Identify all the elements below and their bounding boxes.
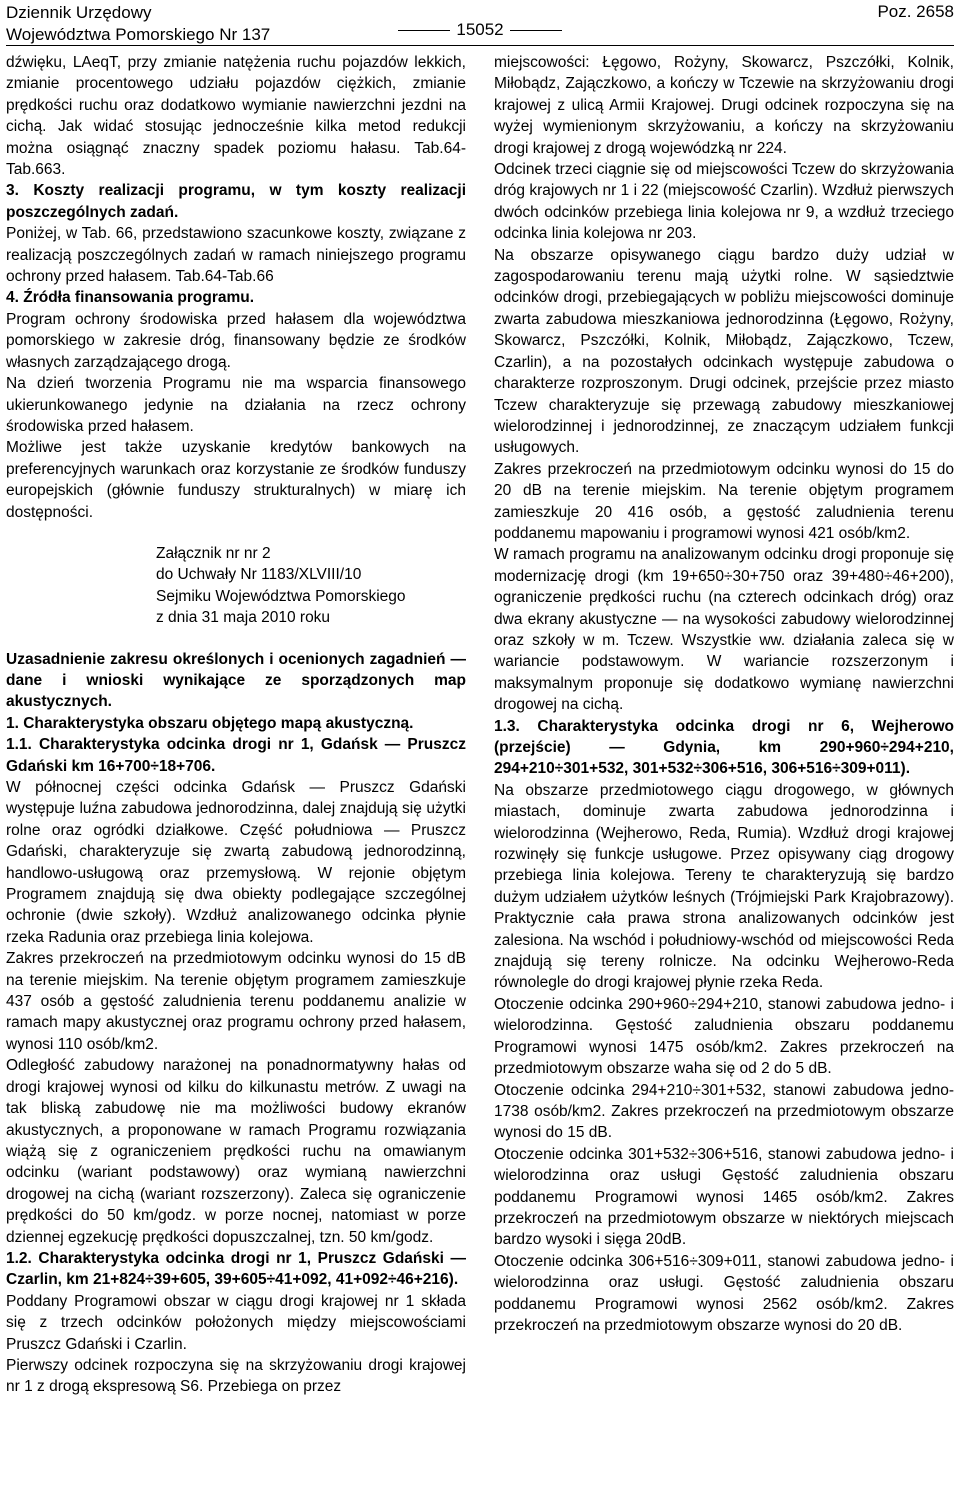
page-header	[6, 0, 954, 44]
paragraph: Program ochrony środowiska przed hałasem dla województwa pomorskiego w zakresie dróg, finansowany będzie ze środków własnych zarządzającego drogą.	[6, 310, 466, 371]
section-heading: 4. Źródła finansowania programu.	[6, 289, 255, 307]
header-rule	[6, 45, 954, 46]
annex-block	[156, 543, 466, 629]
paragraph: Otoczenie odcinka 294+210÷301+532, stanowi zabudowa jedno- 1738 osób/km2. Zakres przekroczeń na przedmiotowym obszarze wynosi do 15 dB.	[494, 1081, 954, 1142]
left-column-bottom	[6, 649, 466, 1398]
paragraph: W ramach programu na analizowanym odcinku drogi proponuje się modernizację drogi (km 19+650÷30+750 oraz 39+480÷46+200), ograniczenie prędkości ruchu (na czterech odcinkach dróg) oraz dwa ekrany akustyczne — na wysokości zabudowy wielorodzinnej oraz szkoły w m. Tczew. Wszystkie ww. działania zaleca się w wariancie podstawowym. W wariancie rozszerzonym i maksymalnym proponuje się dodatkowo wymianę nawierzchni drogowej na cichą.	[494, 546, 954, 714]
annex-line-2: do Uchwały Nr 1183/XLVIII/10	[156, 566, 362, 584]
section-heading: 1.1. Charakterystyka odcinka drogi nr 1, Gdańsk — Pruszcz Gdański km 16+700÷18+706.	[6, 736, 466, 775]
page-number: 15052	[456, 20, 504, 39]
paragraph: miejscowości: Łęgowo, Rożyny, Skowarcz, Pszczółki, Kolnik, Miłobądz, Zajączkowo, a kończy w Tczewie na skrzyżowaniu drogi krajowej z ulicą Armii Krajowej. Drugi odcinek rozpoczyna się na wyżej wymienionym skrzyżowaniu, a kończy na skrzyżowaniu drogi krajowej z drogą wojewódzką nr 224.	[494, 54, 954, 157]
paragraph: Poddany Programowi obszar w ciągu drogi krajowej nr 1 składa się z trzech odcinków położonych między miejscowościami Pruszcz Gdański i Czarlin.	[6, 1292, 466, 1353]
paragraph: Zakres przekroczeń na przedmiotowym odcinku wynosi do 15 do 20 dB na terenie miejskim. Na terenie objętym programem zamieszkuje 20 416 osób, a gęstość zaludnienia terenu poddanemu mapowaniu i programowi wynosi 421 osób/km2.	[494, 460, 954, 542]
paragraph: Odległość zabudowy narażonej na ponadnormatywny hałas od drogi krajowej wynosi od kilku do kilkunastu metrów. Z uwagi na tak bliską zabudowę nie ma możliwości budowy ekranów akustycznych, a proponowane w ramach Programu rozwiązania wiążą się z ograniczeniem prędkości ruchu na omawianym odcinku (wariant podstawowy) oraz wymianą nawierzchni drogowej na cichą (wariant rozszerzony). Zaleca się ograniczenie prędkości do 50 km/godz. w porze nocnej, natomiast w porze dziennej egzekucję prędkości dopuszczalnej, tzn. 50 km/godz.	[6, 1057, 466, 1246]
paragraph: Na obszarze opisywanego ciągu bardzo duży udział w zagospodarowaniu terenu mają użytki rolne. W sąsiedztwie odcinków drogi, przebiegających w pobliżu miejscowości dominuje zwarta zabudowa mieszkaniowa jednorodzinna (Łęgowo, Rożyny, Skowarcz, Pszczółki, Kolnik, Miłobądz, Zajączkowo, Tczew, Czarlin), a na pozostałych odcinkach występuje zabudowa o charakterze rozproszonym. Drugi odcinek, przejście przez miasto Tczew charakteryzuje się przewagą zabudowy mieszkaniowej wielorodzinnej i jednorodzinnej, ze znaczącym udziałem funkcji usługowych.	[494, 246, 954, 457]
paragraph: Na obszarze przedmiotowego ciągu drogowego, w głównych miastach, dominuje zwarta zabudowa jednorodzinna i wielorodzinna (Wejherowo, Reda, Rumia). Wzdłuż drogi krajowej rozwinęły się funkcje usługowe. Przez opisywany ciąg drogowy przebiega linia kolejowa. Tereny te charakteryzują się bardzo dużym udziałem użytków leśnych (Trójmiejski Park Krajobrazowy). Praktycznie cała prawa strona analizowanych odcinków jest zalesiona. Na wschód i południowy-wschód od miejscowości Reda znajdują się tereny rolnicze. Na odcinku Wejherowo-Reda równolegle do drogi krajowej płynie rzeka Reda.	[494, 781, 954, 992]
left-column-top	[6, 52, 466, 523]
paragraph: Otoczenie odcinka 301+532÷306+516, stanowi zabudowa jedno- i wielorodzinna oraz usługi Gęstość zaludnienia obszaru poddanemu Programowi wynosi 1465 osób/km2. Zakres przekroczeń na przedmiotowym obszarze w niektórych miejscach bardzo wysoki i sięga 20dB.	[494, 1145, 954, 1249]
page-number-dash-right	[510, 30, 562, 31]
right-column-body	[494, 52, 954, 1336]
annex-line-3: Sejmiku Województwa Pomorskiego	[156, 587, 406, 605]
section-heading: 1.2. Charakterystyka odcinka drogi nr 1, Pruszcz Gdański — Czarlin, km 21+824÷39+605, 39+605÷41+092, 41+092÷46+216).	[6, 1249, 466, 1289]
paragraph: Otoczenie odcinka 306+516÷309+011, stanowi zabudowa jedno- i wielorodzinna oraz usługi. Gęstość zaludnienia obszaru poddanemu Programowi wynosi 2562 osób/km2. Zakres przekroczeń na przedmiotowym obszarze wynosi do 20 dB.	[494, 1252, 954, 1334]
paragraph: Na dzień tworzenia Programu nie ma wsparcia finansowego ukierunkowanego jedynie na działania na rzecz ochrony środowiska przed hałasem.	[6, 375, 466, 435]
left-column	[6, 52, 466, 1398]
page-number-block	[6, 20, 954, 40]
paragraph: Odcinek trzeci ciągnie się od miejscowości Tczew do skrzyżowania dróg krajowych nr 1 i 22 (miejscowość Czarlin). Wzdłuż pierwszych dwóch odcinków przebiega linia kolejowa nr 9, a wzdłuż trzeciego odcinka linia kolejowa nr 203.	[494, 161, 954, 243]
page-number-dash-left	[398, 30, 450, 31]
paragraph: Możliwe jest także uzyskanie kredytów bankowych na preferencyjnych warunkach oraz korzystanie ze środków funduszy europejskich (głównie funduszy strukturalnych) w miarę ich dostępności.	[6, 439, 466, 521]
paragraph: Zakres przekroczeń na przedmiotowym odcinku wynosi do 15 dB na terenie miejskim. Na terenie objętym programem zamieszkuje 437 osób a gęstość zaludnienia terenu poddanemu analizie w ramach mapy akustycznej oraz programu ochrony przed hałasem, wynosi 110 osób/km2.	[6, 950, 466, 1053]
publication-name: Dziennik Urzędowy	[6, 3, 152, 22]
section-heading: 1. Charakterystyka obszaru objętego mapą akustyczną.	[6, 714, 414, 732]
position-number: Poz. 2658	[877, 2, 954, 21]
section-heading: 3. Koszty realizacji programu, w tym koszty realizacji poszczególnych zadań.	[6, 182, 466, 221]
paragraph: dźwięku, LAeqT, przy zmianie natężenia ruchu pojazdów lekkich, zmianie procentowego udziału pojazdów ciężkich, zmianie prędkości ruchu oraz dodatkowo wymianie nawierzchni jezdni na cichą. Jak widać stosując jednocześnie kilka metod redukcji można osiągnąć znaczny spadek poziomu hałasu. Tab.64-Tab.663.	[6, 54, 466, 179]
paragraph: W północnej części odcinka Gdańsk — Pruszcz Gdański występuje luźna zabudowa jednorodzinna, dalej znajdują się użytki rolne oraz ogródki działkowe. Część południowa — Pruszcz Gdański, charakteryzuje się zwartą zabudową jednorodzinną, handlowo-usługową oraz przemysłową. W rejonie objętym Programem znajdują się dwa obiekty podlegające szczególnej ochronie (dwie szkoły). Wzdłuż analizowanego odcinka płynie rzeka Radunia oraz przebiega linia kolejowa.	[6, 779, 466, 946]
right-column	[494, 52, 954, 1336]
section-heading: Uzasadnienie zakresu określonych i ocenionych zagadnień — dane i wnioski wynikające ze sporządzonych map akustycznych.	[6, 650, 466, 711]
publication-region: Województwa Pomorskiego Nr 137	[6, 25, 271, 44]
annex-line-4: z dnia 31 maja 2010 roku	[156, 609, 331, 627]
paragraph: Poniżej, w Tab. 66, przedstawiono szacunkowe koszty, związane z realizacją poszczególnych zadań w ramach niniejszego programu ochrony przed hałasem. Tab.64-Tab.66	[6, 225, 466, 286]
paragraph: Pierwszy odcinek rozpoczyna się na skrzyżowaniu drogi krajowej nr 1 z drogą ekspresową S6. Przebiega on przez	[6, 1356, 466, 1396]
annex-line-1: Załącznik nr nr 2	[156, 544, 271, 562]
section-heading: 1.3. Charakterystyka odcinka drogi nr 6, Wejherowo (przejście) — Gdynia, km 290+960÷294+210, 294+210÷301+532, 301+532÷306+516, 306+516÷309+011).	[494, 717, 954, 778]
paragraph: Otoczenie odcinka 290+960÷294+210, stanowi zabudowa jedno- i wielorodzinna. Gęstość zaludnienia obszaru poddanemu Programowi wynosi 1475 osób/km2. Zakres przekroczeń na przedmiotowym obszarze waha się od 2 do 5 dB.	[494, 995, 954, 1078]
